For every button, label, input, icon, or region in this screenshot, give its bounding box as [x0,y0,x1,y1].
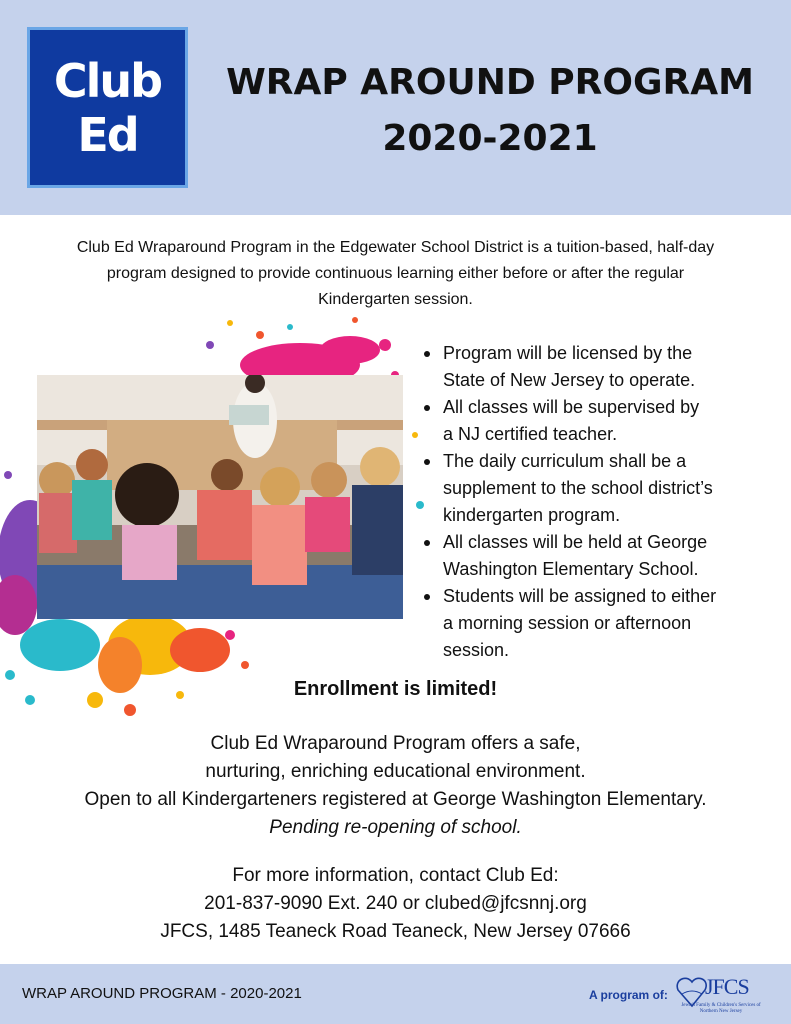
jfcs-logo-subtitle: Jewish Family & Children's Services of Northern New Jersey [681,1003,761,1014]
footer-bar [0,964,791,1024]
offer-line: Open to all Kindergarteners registered at George Washington Elementary. [84,789,707,810]
offer-paragraph [0,730,791,842]
page-title [210,55,770,167]
footer-title: WRAP AROUND PROGRAM - 2020-2021 [22,985,302,1002]
logo-line-2: Ed [77,108,138,162]
intro-paragraph [20,235,771,313]
title-line-2: 2020-2021 [382,118,598,159]
intro-line: Club Ed Wraparound Program in the Edgewater School District is a tuition-based, half-day [76,239,715,256]
jfcs-logo-text: JFCS [705,974,749,999]
contact-address: JFCS, 1485 Teaneck Road Teaneck, New Jersey 07666 [160,921,631,942]
contact-heading: For more information, contact Club Ed: [232,865,559,886]
enrollment-notice: Enrollment is limited! [293,678,498,700]
contact-phone-email: 201-837-9090 Ext. 240 or clubed@jfcsnnj.org [204,893,587,914]
contact-info [0,862,791,946]
intro-line: Kindergarten session. [318,291,473,308]
title-line-1: WRAP AROUND PROGRAM [226,62,754,103]
list-item: All classes will be held at George Washington Elementary School. [443,529,791,583]
list-item: The daily curriculum shall be a supplement to the school district’s kindergarten program. [443,448,791,529]
program-of-label: A program of: [589,988,668,1002]
offer-line: nurturing, enriching educational environment. [205,761,586,782]
logo-line-1: Club [53,54,162,108]
offer-note: Pending re-opening of school. [269,817,522,838]
list-item: Program will be licensed by the State of New Jersey to operate. [443,340,791,394]
list-item: Students will be assigned to either a morning session or afternoon session. [443,583,791,664]
header-banner [0,0,791,215]
list-item: All classes will be supervised by a NJ certified teacher. [443,394,791,448]
club-ed-logo [27,27,188,188]
intro-line: program designed to provide continuous learning either before or after the regular [106,265,685,282]
classroom-photo [37,375,403,619]
program-details-list [418,340,791,664]
offer-line: Club Ed Wraparound Program offers a safe, [210,733,581,754]
